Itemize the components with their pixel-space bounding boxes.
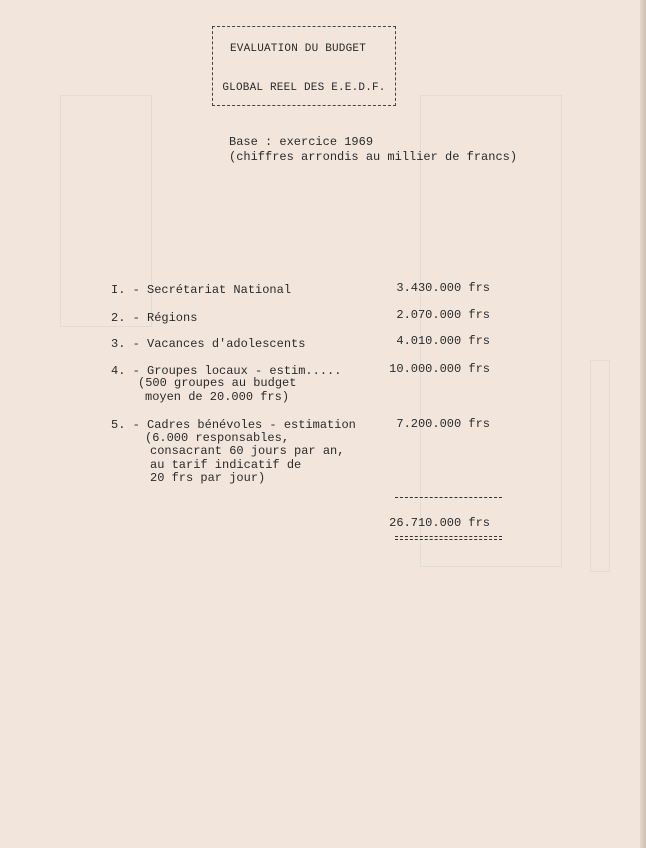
budget-item-amount: 4.010.000 frs: [396, 334, 490, 348]
title-box: [212, 26, 396, 106]
budget-item-amount: 3.430.000 frs: [396, 281, 490, 295]
budget-item-detail: consacrant 60 jours par an,: [150, 444, 345, 458]
budget-item-label: 5. - Cadres bénévoles - estimation: [111, 418, 356, 432]
base-line-2: (chiffres arrondis au millier de francs): [229, 150, 518, 164]
budget-item-label: 4. - Groupes locaux - estim.....: [111, 364, 342, 378]
budget-item-label: 3. - Vacances d'adolescents: [111, 337, 306, 351]
budget-item-detail: au tarif indicatif de: [150, 458, 302, 472]
budget-item-detail: (500 groupes au budget: [138, 376, 297, 390]
budget-item-label: I. - Secrétariat National: [111, 283, 292, 297]
budget-item-detail: moyen de 20.000 frs): [145, 390, 290, 404]
budget-item-label: 2. - Régions: [111, 311, 198, 325]
budget-item-detail: (6.000 responsables,: [145, 431, 290, 445]
budget-item-detail: 20 frs par jour): [150, 471, 266, 485]
budget-item-amount: 7.200.000 frs: [396, 417, 490, 431]
total-amount: 26.710.000 frs: [389, 516, 490, 530]
bleed-through-mark: [590, 360, 610, 572]
base-line-1: Base : exercice 1969: [229, 135, 374, 149]
title-line-1: EVALUATION DU BUDGET: [229, 43, 367, 55]
sum-rule: [395, 497, 502, 498]
budget-item-amount: 2.070.000 frs: [396, 308, 490, 322]
double-rule-top: [395, 536, 502, 537]
page-edge-shadow: [640, 0, 646, 848]
budget-item-amount: 10.000.000 frs: [389, 362, 490, 376]
title-line-2: GLOBAL REEL DES E.E.D.F.: [222, 82, 386, 94]
double-rule-bottom: [395, 539, 502, 540]
base-note: [229, 135, 517, 165]
